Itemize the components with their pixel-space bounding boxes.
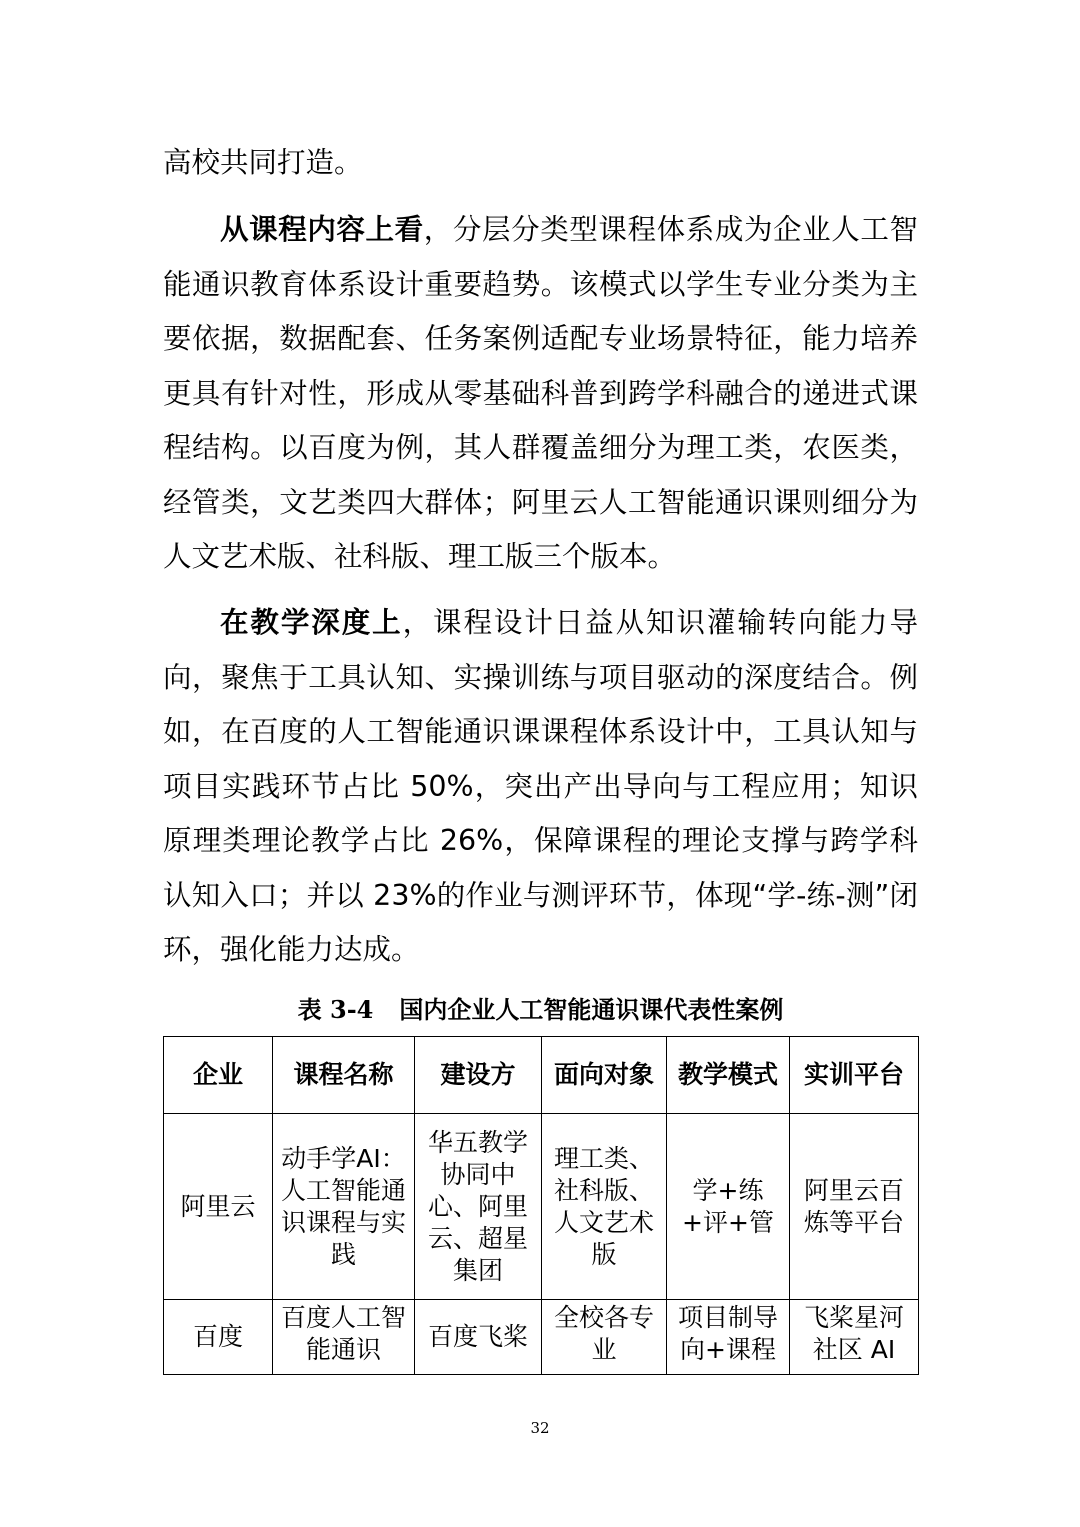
table-cell: 理工类、社科版、人文艺术版 [542, 1114, 667, 1300]
column-header: 企业 [164, 1037, 273, 1114]
table-cell: 全校各专业 [542, 1300, 667, 1375]
table-cell: 阿里云 [164, 1114, 273, 1300]
table-cell: 动手学AI：人工智能通识课程与实践 [273, 1114, 415, 1300]
table-cell: 百度 [164, 1300, 273, 1375]
table-cell: 学+练+评+管 [667, 1114, 790, 1300]
paragraph-text: ，课程设计日益从知识灌输转向能力导向，聚焦于工具认知、实操训练与项目驱动的深度结合。例如，在百度的人工智能通识课课程体系设计中，工具认知与项目实践环节占比 50%，突出产出导向与工程应用；知识原理类理论教学占比 26%，保障课程的理论支撑与跨学科认知入口；并以 23%的作业与测评环节，体现“学-练-测”闭环，强化能力达成。 [163, 606, 918, 966]
column-header: 课程名称 [273, 1037, 415, 1114]
table-cell: 阿里云百炼等平台 [790, 1114, 919, 1300]
table-cell: 百度飞桨 [415, 1300, 542, 1375]
table-cell: 百度人工智能通识 [273, 1300, 415, 1375]
paragraph-continuation [163, 136, 918, 191]
column-header: 教学模式 [667, 1037, 790, 1114]
table-cell: 项目制导向+课程 [667, 1300, 790, 1375]
table-cell: 飞桨星河社区 AI [790, 1300, 919, 1375]
table-row [164, 1300, 919, 1375]
case-table [163, 1036, 919, 1375]
page-number: 32 [530, 1419, 550, 1437]
paragraph-lead: 在教学深度上 [220, 606, 403, 639]
table-caption [163, 990, 918, 1030]
table-cell: 华五教学协同中心、阿里云、超星集团 [415, 1114, 542, 1300]
table-row [164, 1114, 919, 1300]
column-header: 实训平台 [790, 1037, 919, 1114]
table-header-row [164, 1037, 919, 1114]
column-header: 建设方 [415, 1037, 542, 1114]
paragraph-course-content [163, 203, 918, 585]
table-caption-number: 表 3-4 [297, 995, 374, 1024]
paragraph-text: ，分层分类型课程体系成为企业人工智能通识教育体系设计重要趋势。该模式以学生专业分类为主要依据，数据配套、任务案例适配专业场景特征，能力培养更具有针对性，形成从零基础科普到跨学科融合的递进式课程结构。以百度为例，其人群覆盖细分为理工类，农医类，经管类，文艺类四大群体；阿里云人工智能通识课则细分为人文艺术版、社科版、理工版三个版本。 [163, 213, 918, 573]
paragraph-text: 高校共同打造。 [163, 146, 363, 179]
paragraph-lead: 从课程内容上看 [220, 213, 424, 246]
column-header: 面向对象 [542, 1037, 667, 1114]
table-caption-title: 国内企业人工智能通识课代表性案例 [399, 996, 784, 1024]
paragraph-teaching-depth [163, 596, 918, 978]
